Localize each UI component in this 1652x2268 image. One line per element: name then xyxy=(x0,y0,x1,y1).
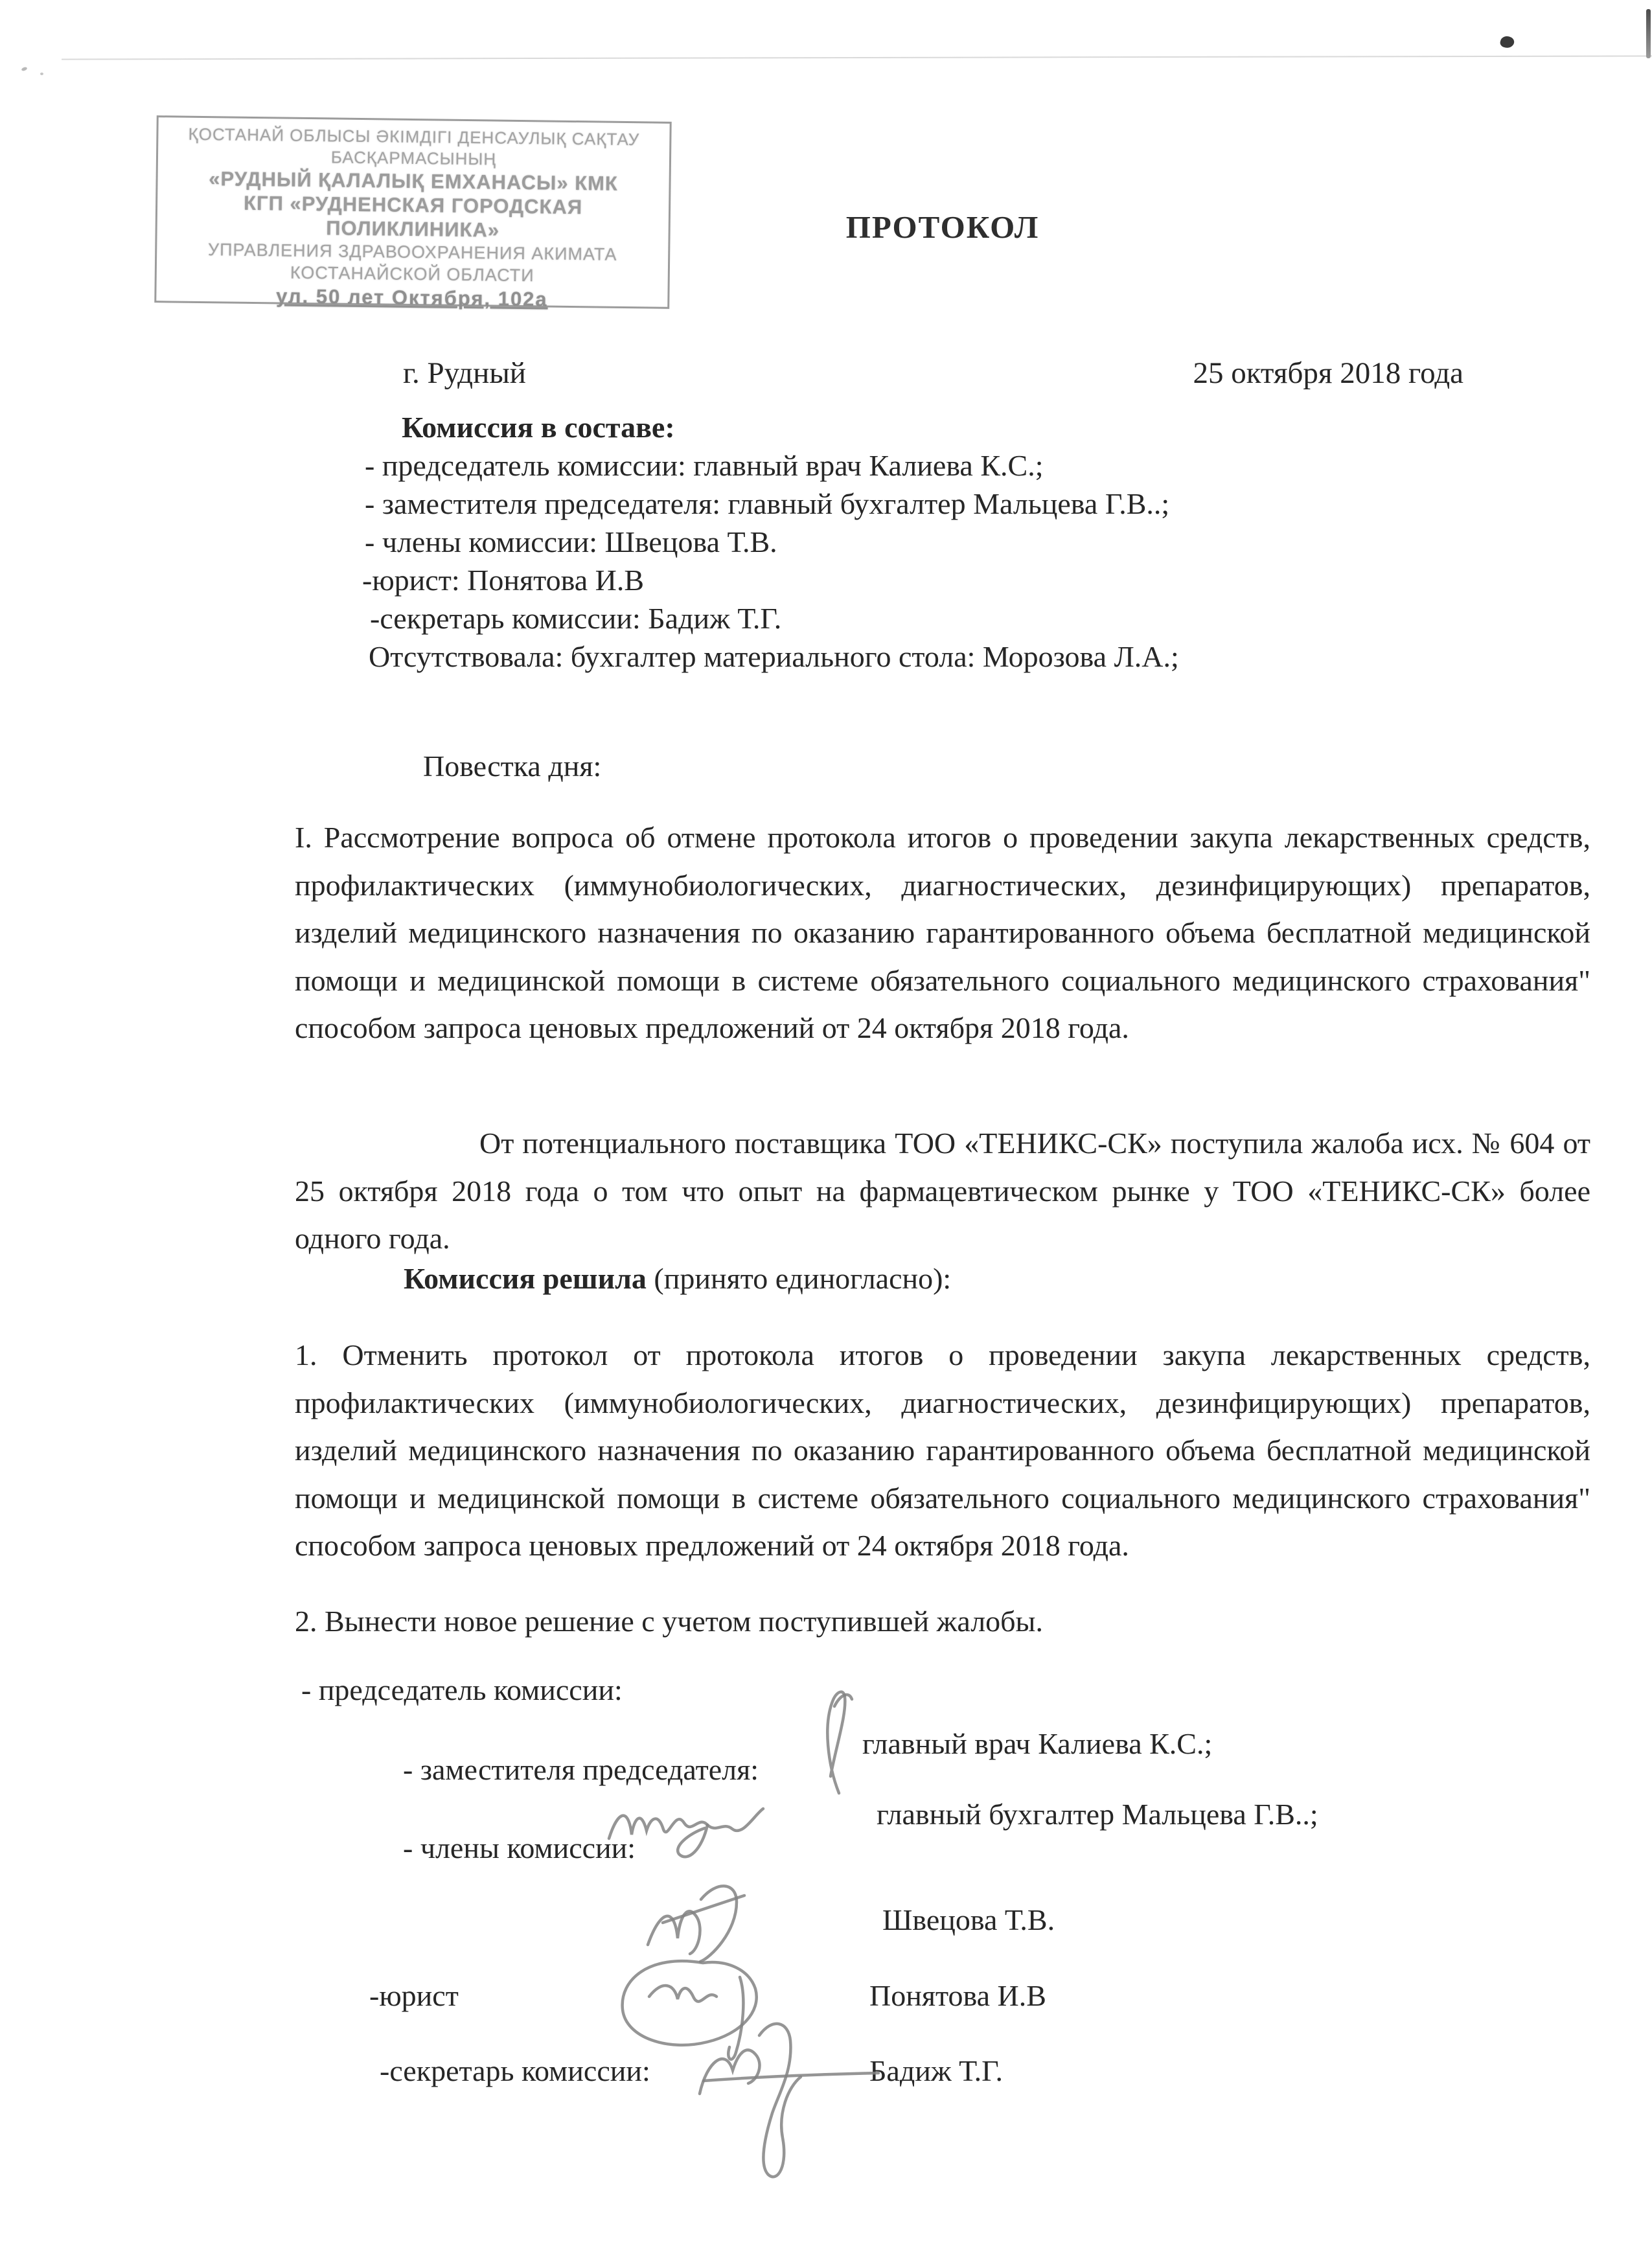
complaint-paragraph: От потенциального поставщика ТОО «ТЕНИКС-СК» поступила жалоба исх. № 604 от 25 октября 2018 года о том что опыт на фармацевтическом рынке у ТОО «ТЕНИКС-СК» более одного года. xyxy=(295,1127,1590,1255)
stamp-line: ҚОСТАНАЙ ОБЛЫСЫ ӘКІМДІГІ ДЕНСАУЛЫҚ САҚТАУ xyxy=(188,124,640,150)
signature-label-secretary: -секретарь комиссии: xyxy=(380,2054,650,2087)
signature-label-deputy: - заместителя председателя: xyxy=(403,1753,759,1786)
decision-heading xyxy=(295,1261,1590,1296)
agenda-heading: Повестка дня: xyxy=(423,750,602,783)
commission-heading: Комиссия в составе: xyxy=(402,411,675,444)
decision-heading-bold: Комиссия решила xyxy=(404,1262,647,1295)
stamp-line: КОСТАНАЙСКОЙ ОБЛАСТИ xyxy=(290,262,534,286)
document-city: г. Рудный xyxy=(403,356,526,390)
city-date-row xyxy=(295,356,1590,391)
commission-block xyxy=(295,408,1590,676)
handwritten-signature-badizh xyxy=(680,2008,888,2190)
signature-name-maltseva: главный бухгалтер Мальцева Г.В..; xyxy=(877,1798,1318,1831)
scan-artifact-edge-streak xyxy=(1646,9,1651,58)
agenda-item-paragraph: I. Рассмотрение вопроса об отмене протокола итогов о проведении закупа лекарственных средств, профилактических (иммунобиологических, диагностических, дезинфицирующих) препаратов, изделий медицинского назначения по оказанию гарантированного объема бесплатной медицинской помощи и медицинской помощи в системе обязательного социального медицинского страхования" способом запроса ценовых предложений от 24 октября 2018 года. xyxy=(295,821,1590,1044)
handwritten-signature-kalieva xyxy=(803,1684,868,1801)
page-title: ПРОТОКОЛ xyxy=(845,209,1040,245)
signature-name-ponyatova: Понятова И.В xyxy=(869,1979,1046,2012)
signature-label-chairman: - председатель комиссии: xyxy=(301,1673,623,1706)
scan-artifact-speck xyxy=(21,67,27,72)
scan-artifact-ink-dot xyxy=(1499,35,1515,50)
stamp-line: ПОЛИКЛИНИКА» xyxy=(326,216,500,242)
stamp-line: БАСҚАРМАСЫНЫҢ xyxy=(330,147,497,169)
stamp-line: «РУДНЫЙ ҚАЛАЛЫҚ ЕМХАНАСЫ» КМК xyxy=(209,167,619,195)
signature-name-kalieva: главный врач Калиева К.С.; xyxy=(862,1727,1213,1760)
document-date: 25 октября 2018 года xyxy=(1193,356,1463,390)
stamp-address-line: ул. 50 лет Октября, 102а xyxy=(275,284,548,311)
commission-member: - члены комиссии: Швецова Т.В. xyxy=(365,525,777,558)
scan-artifact-speck xyxy=(40,73,43,75)
commission-member: -юрист: Понятова И.В xyxy=(362,564,645,597)
commission-member: - заместителя председателя: главный бухгалтер Мальцева Г.В..; xyxy=(365,487,1170,520)
signature-label-members: - члены комиссии: xyxy=(403,1831,636,1864)
stamp-line: УПРАВЛЕНИЯ ЗДРАВООХРАНЕНИЯ АКИМАТА xyxy=(207,240,617,264)
stamp-line: КГП «РУДНЕНСКАЯ ГОРОДСКАЯ xyxy=(243,191,583,219)
decision-heading-rest: (принято единогласно): xyxy=(646,1262,952,1295)
commission-member: - председатель комиссии: главный врач Калиева К.С.; xyxy=(365,449,1044,482)
signature-name-badizh: Бадиж Т.Г. xyxy=(869,2054,1004,2087)
scan-artifact-line xyxy=(62,55,1652,60)
decision-item-1: 1. Отменить протокол от протокола итогов о проведении закупа лекарственных средств, профилактических (иммунобиологических, диагностических, дезинфицирующих) препаратов, изделий медицинского назначения по оказанию гарантированного объема бесплатной медицинской помощи и медицинской помощи в системе обязательного социального медицинского страхования" способом запроса ценовых предложений от 24 октября 2018 года. xyxy=(295,1338,1590,1562)
signature-name-shvetsova: Швецова Т.В. xyxy=(882,1903,1055,1936)
commission-absent-note: Отсутствовала: бухгалтер материального стола: Морозова Л.А.; xyxy=(369,640,1179,673)
commission-member: -секретарь комиссии: Бадиж Т.Г. xyxy=(370,602,782,635)
handwritten-signature-maltseva xyxy=(602,1788,771,1872)
signature-label-lawyer: -юрист xyxy=(369,1979,459,2012)
decision-item-2: 2. Вынести новое решение с учетом поступившей жалобы. xyxy=(295,1605,1043,1638)
